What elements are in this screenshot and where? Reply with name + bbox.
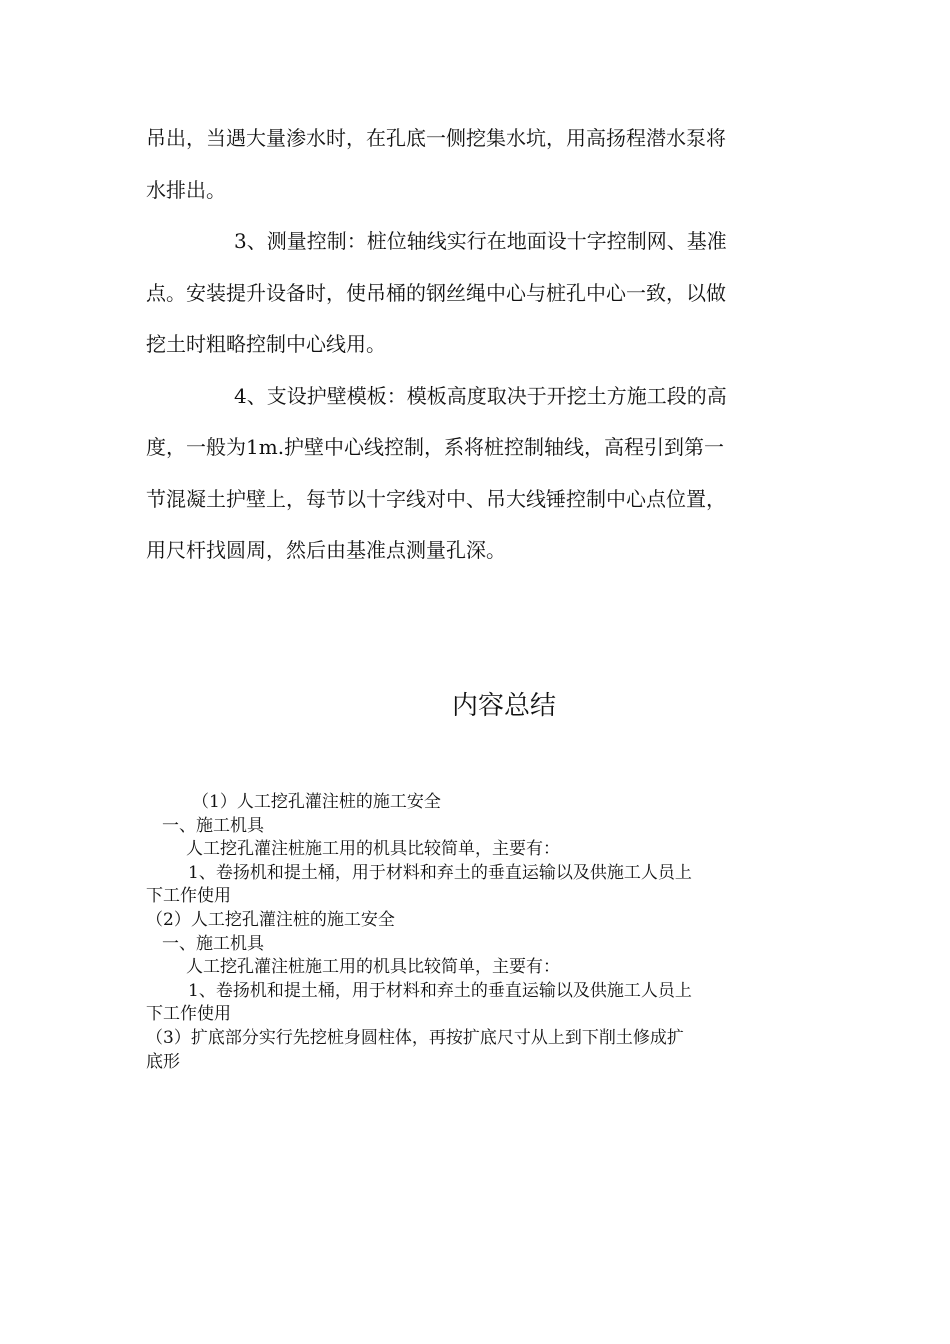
summary-line: 人工挖孔灌注桩施工用的机具比较简单，主要有： <box>186 839 560 860</box>
summary-line: （3）扩底部分实行先挖桩身圆柱体，再按扩底尺寸从上到下削土修成扩 <box>146 1027 684 1048</box>
summary-line: 1、卷扬机和提土桶，用于材料和弃土的垂直运输以及供施工人员上 <box>188 980 692 1001</box>
body-line: 用尺杆找圆周，然后由基准点测量孔深。 <box>146 538 506 562</box>
summary-line: 下工作使用 <box>146 886 231 907</box>
summary-title: 内容总结 <box>451 691 556 721</box>
summary-line: 底形 <box>146 1051 180 1072</box>
body-line: 吊出，当遇大量渗水时，在孔底一侧挖集水坑，用高扬程潜水泵将 <box>146 126 726 150</box>
body-text <box>146 113 806 577</box>
body-line: 水排出。 <box>146 177 226 202</box>
summary-line: 1、卷扬机和提土桶，用于材料和弃土的垂直运输以及供施工人员上 <box>188 862 692 883</box>
body-line: 3、测量控制：桩位轴线实行在地面设十字控制网、基准 <box>234 229 727 253</box>
summary-line: （1）人工挖孔灌注桩的施工安全 <box>192 792 441 812</box>
summary-line: （2）人工挖孔灌注桩的施工安全 <box>146 909 395 930</box>
summary-line: 人工挖孔灌注桩施工用的机具比较简单，主要有： <box>186 957 560 978</box>
body-line: 度，一般为1m.护壁中心线控制，系将桩控制轴线，高程引到第一 <box>146 435 725 459</box>
body-line: 4、支设护壁模板：模板高度取决于开挖土方施工段的高 <box>234 383 727 408</box>
summary-line: 下工作使用 <box>146 1004 231 1025</box>
body-line: 点。安装提升设备时，使吊桶的钢丝绳中心与桩孔中心一致，以做 <box>146 280 726 305</box>
summary-line: 一、施工机具 <box>162 933 264 954</box>
body-line: 节混凝土护壁上，每节以十字线对中、吊大线锤控制中心点位置， <box>146 486 726 511</box>
body-line: 挖土时粗略控制中心线用。 <box>146 332 386 356</box>
summary-line: 一、施工机具 <box>162 815 264 836</box>
summary-text <box>146 791 806 1074</box>
